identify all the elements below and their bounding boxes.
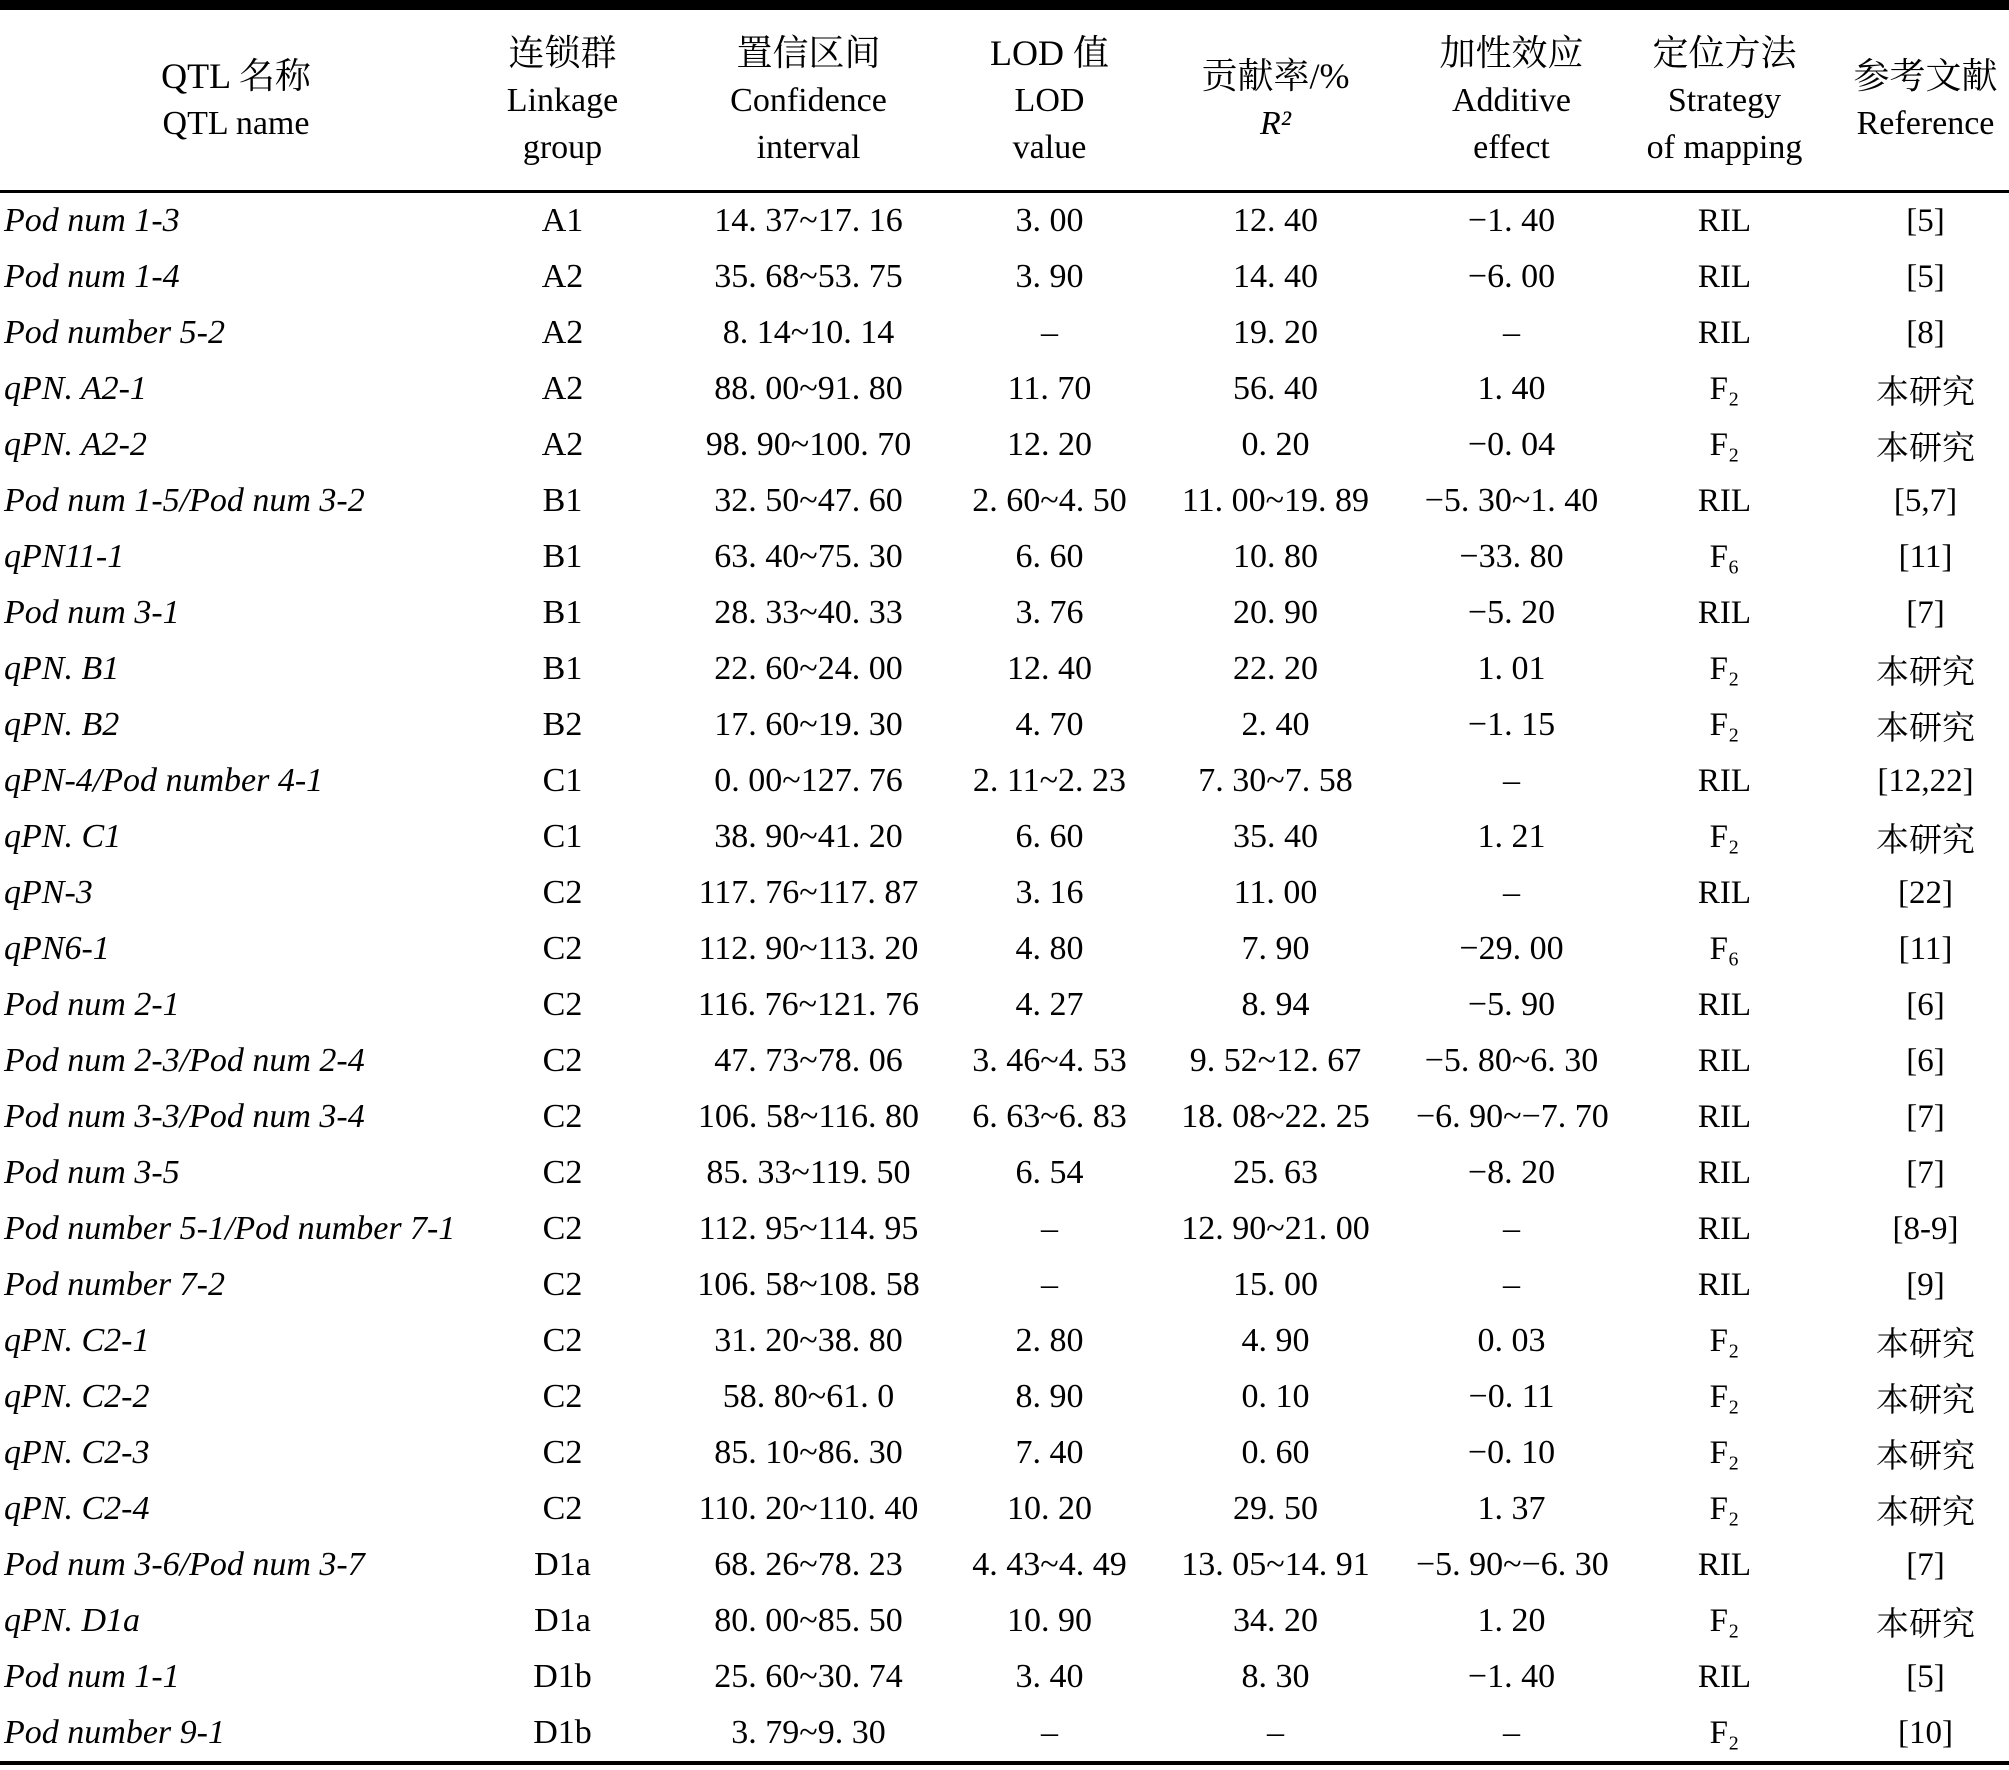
reference-cell: [5,7] [1893, 482, 1958, 519]
col-header-reference [1842, 5, 2009, 192]
additive-effect-cell: −8. 20 [1467, 1154, 1556, 1191]
header-line-en: group [522, 128, 603, 166]
col-header-linkage-group [472, 5, 653, 192]
lod-value-cell: 12. 40 [1007, 650, 1092, 687]
lod-value-cell: 2. 80 [1015, 1322, 1084, 1359]
r2-cell: 9. 52~12. 67 [1189, 1042, 1362, 1079]
table-row [0, 1369, 2009, 1425]
r2-cell: 34. 20 [1233, 1602, 1318, 1639]
additive-effect-cell: −0. 11 [1468, 1378, 1555, 1415]
r2-cell: 11. 00~19. 89 [1181, 482, 1370, 519]
reference-cell: [6] [1906, 986, 1945, 1023]
r2-cell: 10. 80 [1233, 538, 1318, 575]
qtl-name-cell: Pod number 7-2 [4, 1266, 225, 1303]
r2-cell: 25. 63 [1233, 1154, 1318, 1191]
mapping-strategy-cell: RIL [1697, 1154, 1752, 1191]
additive-effect-cell: 1. 40 [1477, 370, 1546, 407]
table-row [0, 1313, 2009, 1369]
qtl-name-cell: qPN. C2-2 [4, 1378, 150, 1415]
lod-value-cell: 6. 63~6. 83 [972, 1098, 1127, 1135]
reference-cell: [5] [1906, 202, 1945, 239]
additive-effect-cell: 1. 21 [1477, 818, 1546, 855]
lod-value-cell: 4. 27 [1015, 986, 1084, 1023]
additive-effect-cell: −5. 90 [1467, 986, 1556, 1023]
header-line-zh: 加性效应 [1439, 32, 1584, 73]
qtl-name-cell: Pod num 3-5 [4, 1154, 180, 1191]
header-row [0, 5, 2009, 192]
linkage-group-cell: A1 [541, 202, 584, 239]
table-header [0, 5, 2009, 192]
lod-value-cell: 3. 90 [1015, 258, 1084, 295]
linkage-group-cell: B2 [542, 706, 583, 743]
lod-value-cell: 10. 20 [1007, 1490, 1092, 1527]
table-row [0, 1705, 2009, 1763]
header-line-en: Additive [1452, 81, 1571, 119]
mapping-strategy-cell: RIL [1697, 314, 1752, 351]
reference-cell: [7] [1906, 1546, 1945, 1583]
lod-value-cell: 11. 70 [1007, 370, 1092, 407]
r2-cell: 8. 94 [1241, 986, 1310, 1023]
confidence-interval-cell: 28. 33~40. 33 [714, 594, 903, 631]
lod-value-cell: 6. 60 [1015, 818, 1084, 855]
confidence-interval-cell: 117. 76~117. 87 [698, 874, 919, 911]
r2-cell: 0. 20 [1241, 426, 1310, 463]
table-row [0, 192, 2009, 250]
linkage-group-cell: C1 [542, 762, 583, 799]
confidence-interval-cell: 31. 20~38. 80 [714, 1322, 903, 1359]
additive-effect-cell: −1. 40 [1467, 202, 1556, 239]
linkage-group-cell: D1b [533, 1714, 592, 1751]
col-header-mapping-strategy [1607, 5, 1842, 192]
qtl-name-cell: qPN. A2-1 [4, 370, 147, 407]
linkage-group-cell: C2 [542, 1042, 583, 1079]
reference-cell: 本研究 [1876, 822, 1975, 859]
reference-cell: [6] [1906, 1042, 1945, 1079]
qtl-name-cell: Pod num 1-4 [4, 258, 180, 295]
reference-cell: [8] [1906, 314, 1945, 351]
table-row [0, 1257, 2009, 1313]
header-line-zh: 参考文献 [1853, 56, 1998, 96]
mapping-strategy-cell: F₂ [1709, 370, 1740, 407]
confidence-interval-cell: 68. 26~78. 23 [714, 1546, 903, 1583]
mapping-strategy-cell: F₂ [1709, 650, 1740, 687]
lod-value-cell: 3. 40 [1015, 1658, 1084, 1695]
linkage-group-cell: A2 [541, 370, 584, 407]
table-row [0, 1089, 2009, 1145]
table-row [0, 585, 2009, 641]
reference-cell: [22] [1898, 874, 1953, 911]
confidence-interval-cell: 112. 90~113. 20 [698, 930, 919, 967]
confidence-interval-cell: 63. 40~75. 30 [714, 538, 903, 575]
table-row [0, 1649, 2009, 1705]
additive-effect-cell: −29. 00 [1459, 930, 1564, 967]
table-row [0, 1201, 2009, 1257]
lod-value-cell: 7. 40 [1015, 1434, 1084, 1471]
qtl-name-cell: qPN. B1 [4, 650, 120, 687]
header-line-en: Confidence [730, 81, 887, 119]
reference-cell: [12,22] [1877, 762, 1974, 799]
col-header-r2 [1135, 5, 1416, 192]
additive-effect-cell: – [1503, 1210, 1520, 1247]
linkage-group-cell: B1 [542, 594, 583, 631]
table-row [0, 977, 2009, 1033]
linkage-group-cell: C2 [542, 1154, 583, 1191]
r2-cell: 0. 60 [1241, 1434, 1310, 1471]
reference-cell: [5] [1906, 1658, 1945, 1695]
header-line-en: QTL name [162, 105, 310, 142]
reference-cell: 本研究 [1876, 430, 1975, 467]
additive-effect-cell: 1. 20 [1477, 1602, 1546, 1639]
reference-cell: [8-9] [1892, 1210, 1959, 1247]
confidence-interval-cell: 35. 68~53. 75 [714, 258, 903, 295]
r2-cell: 18. 08~22. 25 [1181, 1098, 1370, 1135]
qtl-name-cell: qPN. C2-1 [4, 1322, 150, 1359]
additive-effect-cell: −1. 40 [1467, 1658, 1556, 1695]
linkage-group-cell: C2 [542, 1322, 583, 1359]
mapping-strategy-cell: F₂ [1709, 426, 1740, 463]
r2-cell: 2. 40 [1241, 706, 1310, 743]
linkage-group-cell: C2 [542, 1490, 583, 1527]
table-row [0, 1481, 2009, 1537]
lod-value-cell: – [1041, 314, 1058, 351]
r2-cell: 11. 00 [1233, 874, 1318, 911]
qtl-name-cell: Pod num 3-1 [4, 594, 180, 631]
qtl-name-cell: Pod num 2-3/Pod num 2-4 [4, 1042, 365, 1079]
linkage-group-cell: D1b [533, 1658, 592, 1695]
confidence-interval-cell: 88. 00~91. 80 [714, 370, 903, 407]
lod-value-cell: 6. 54 [1015, 1154, 1084, 1191]
lod-value-cell: 2. 11~2. 23 [972, 762, 1127, 799]
reference-cell: 本研究 [1876, 1326, 1975, 1363]
header-line-zh: LOD 值 [990, 32, 1109, 73]
additive-effect-cell: −1. 15 [1467, 706, 1556, 743]
r2-cell: 13. 05~14. 91 [1181, 1546, 1370, 1583]
linkage-group-cell: C2 [542, 1266, 583, 1303]
table-row [0, 1537, 2009, 1593]
lod-value-cell: 3. 76 [1015, 594, 1084, 631]
reference-cell: [7] [1906, 1154, 1945, 1191]
header-line-en: LOD [1014, 81, 1085, 119]
confidence-interval-cell: 85. 33~119. 50 [706, 1154, 911, 1191]
mapping-strategy-cell: RIL [1697, 986, 1752, 1023]
confidence-interval-cell: 98. 90~100. 70 [705, 426, 912, 463]
r2-cell: 8. 30 [1241, 1658, 1310, 1695]
qtl-name-cell: Pod num 3-3/Pod num 3-4 [4, 1098, 365, 1135]
confidence-interval-cell: 22. 60~24. 00 [714, 650, 903, 687]
lod-value-cell: 4. 43~4. 49 [972, 1546, 1127, 1583]
mapping-strategy-cell: F₂ [1709, 818, 1740, 855]
qtl-name-cell: Pod number 5-1/Pod number 7-1 [4, 1210, 456, 1247]
qtl-name-cell: Pod num 2-1 [4, 986, 180, 1023]
table-row [0, 305, 2009, 361]
table-body [0, 192, 2009, 1764]
mapping-strategy-cell: RIL [1697, 1658, 1752, 1695]
additive-effect-cell: – [1503, 762, 1520, 799]
table-row [0, 809, 2009, 865]
linkage-group-cell: C2 [542, 986, 583, 1023]
mapping-strategy-cell: RIL [1697, 482, 1752, 519]
table-row [0, 473, 2009, 529]
lod-value-cell: – [1041, 1266, 1058, 1303]
mapping-strategy-cell: RIL [1697, 1042, 1752, 1079]
table-row [0, 697, 2009, 753]
mapping-strategy-cell: RIL [1697, 594, 1752, 631]
qtl-name-cell: qPN. C2-3 [4, 1434, 150, 1471]
table-row [0, 921, 2009, 977]
additive-effect-cell: −5. 30~1. 40 [1424, 482, 1599, 519]
mapping-strategy-cell: F₂ [1709, 1714, 1740, 1751]
r2-cell: 7. 30~7. 58 [1198, 762, 1353, 799]
table-row [0, 361, 2009, 417]
mapping-strategy-cell: RIL [1697, 874, 1752, 911]
additive-effect-cell: −5. 20 [1467, 594, 1556, 631]
lod-value-cell: 3. 00 [1015, 202, 1084, 239]
reference-cell: 本研究 [1876, 710, 1975, 747]
qtl-name-cell: qPN6-1 [4, 930, 110, 967]
additive-effect-cell: – [1503, 314, 1520, 351]
additive-effect-cell: −6. 00 [1467, 258, 1556, 295]
mapping-strategy-cell: RIL [1697, 202, 1752, 239]
confidence-interval-cell: 14. 37~17. 16 [714, 202, 903, 239]
reference-cell: 本研究 [1876, 654, 1975, 691]
header-line-zh: 定位方法 [1652, 32, 1797, 73]
lod-value-cell: 6. 60 [1015, 538, 1084, 575]
confidence-interval-cell: 8. 14~10. 14 [722, 314, 895, 351]
linkage-group-cell: C2 [542, 1378, 583, 1415]
linkage-group-cell: B1 [542, 650, 583, 687]
additive-effect-cell: – [1503, 1266, 1520, 1303]
linkage-group-cell: C2 [542, 930, 583, 967]
col-header-additive-effect [1416, 5, 1607, 192]
table-row [0, 249, 2009, 305]
lod-value-cell: 4. 80 [1015, 930, 1084, 967]
r2-cell: 12. 40 [1233, 202, 1318, 239]
qtl-name-cell: Pod number 9-1 [4, 1714, 225, 1751]
linkage-group-cell: C2 [542, 1434, 583, 1471]
additive-effect-cell: 0. 03 [1477, 1322, 1546, 1359]
qtl-name-cell: Pod num 1-1 [4, 1658, 180, 1695]
mapping-strategy-cell: F₂ [1709, 1378, 1740, 1415]
qtl-name-cell: qPN11-1 [4, 538, 125, 575]
lod-value-cell: 3. 46~4. 53 [972, 1042, 1127, 1079]
confidence-interval-cell: 85. 10~86. 30 [714, 1434, 903, 1471]
header-line-en: Reference [1856, 105, 1995, 142]
header-line-en: Linkage [506, 81, 619, 119]
linkage-group-cell: C2 [542, 1210, 583, 1247]
reference-cell: [5] [1906, 258, 1945, 295]
confidence-interval-cell: 47. 73~78. 06 [714, 1042, 903, 1079]
linkage-group-cell: D1a [534, 1602, 591, 1639]
r2-cell: 7. 90 [1241, 930, 1310, 967]
confidence-interval-cell: 0. 00~127. 76 [714, 762, 903, 799]
table-row [0, 753, 2009, 809]
mapping-strategy-cell: RIL [1697, 1546, 1752, 1583]
table-row [0, 865, 2009, 921]
header-line-en: effect [1473, 128, 1550, 166]
header-line-en: of mapping [1646, 128, 1803, 166]
linkage-group-cell: A2 [541, 426, 584, 463]
confidence-interval-cell: 17. 60~19. 30 [714, 706, 903, 743]
additive-effect-cell: −33. 80 [1459, 538, 1564, 575]
linkage-group-cell: D1a [534, 1546, 591, 1583]
confidence-interval-cell: 32. 50~47. 60 [714, 482, 903, 519]
additive-effect-cell: −0. 10 [1467, 1434, 1556, 1471]
col-header-qtl-name [0, 5, 472, 192]
linkage-group-cell: B1 [542, 538, 583, 575]
lod-value-cell: 3. 16 [1015, 874, 1084, 911]
r2-cell: 20. 90 [1233, 594, 1318, 631]
mapping-strategy-cell: RIL [1697, 762, 1752, 799]
linkage-group-cell: C2 [542, 874, 583, 911]
header-line-en: interval [756, 128, 861, 166]
r2-cell: 15. 00 [1233, 1266, 1318, 1303]
r2-cell: 19. 20 [1233, 314, 1318, 351]
header-line-en: value [1012, 128, 1087, 166]
linkage-group-cell: C1 [542, 818, 583, 855]
r2-cell: 12. 90~21. 00 [1181, 1210, 1370, 1247]
reference-cell: 本研究 [1876, 1438, 1975, 1475]
confidence-interval-cell: 80. 00~85. 50 [714, 1602, 903, 1639]
r2-cell: 22. 20 [1233, 650, 1318, 687]
qtl-name-cell: qPN. D1a [4, 1602, 140, 1639]
additive-effect-cell: −0. 04 [1467, 426, 1556, 463]
qtl-name-cell: Pod num 1-5/Pod num 3-2 [4, 482, 365, 519]
lod-value-cell: 10. 90 [1007, 1602, 1092, 1639]
table-row [0, 1033, 2009, 1089]
r2-cell: 56. 40 [1233, 370, 1318, 407]
mapping-strategy-cell: F₂ [1709, 1434, 1740, 1471]
reference-cell: [7] [1906, 1098, 1945, 1135]
lod-value-cell: 12. 20 [1007, 426, 1092, 463]
mapping-strategy-cell: RIL [1697, 1266, 1752, 1303]
header-line-zh: 连锁群 [508, 32, 617, 73]
col-header-confidence-interval [653, 5, 964, 192]
qtl-name-cell: Pod number 5-2 [4, 314, 225, 351]
qtl-name-cell: qPN-4/Pod number 4-1 [4, 762, 324, 799]
lod-value-cell: – [1041, 1714, 1058, 1751]
table-row [0, 1425, 2009, 1481]
mapping-strategy-cell: F₂ [1709, 1322, 1740, 1359]
confidence-interval-cell: 110. 20~110. 40 [698, 1490, 919, 1527]
lod-value-cell: 8. 90 [1015, 1378, 1084, 1415]
lod-value-cell: 4. 70 [1015, 706, 1084, 743]
lod-value-cell: 2. 60~4. 50 [972, 482, 1127, 519]
mapping-strategy-cell: RIL [1697, 258, 1752, 295]
confidence-interval-cell: 116. 76~121. 76 [697, 986, 920, 1023]
mapping-strategy-cell: F₂ [1709, 706, 1740, 743]
linkage-group-cell: C2 [542, 1098, 583, 1135]
reference-cell: [10] [1898, 1714, 1953, 1751]
qtl-name-cell: Pod num 1-3 [4, 202, 180, 239]
qtl-name-cell: qPN-3 [4, 874, 93, 911]
linkage-group-cell: A2 [541, 258, 584, 295]
r2-cell: 35. 40 [1233, 818, 1318, 855]
additive-effect-cell: −5. 90~−6. 30 [1416, 1546, 1609, 1583]
reference-cell: [11] [1898, 930, 1953, 967]
confidence-interval-cell: 3. 79~9. 30 [731, 1714, 886, 1751]
confidence-interval-cell: 106. 58~108. 58 [697, 1266, 920, 1303]
confidence-interval-cell: 38. 90~41. 20 [714, 818, 903, 855]
confidence-interval-cell: 112. 95~114. 95 [698, 1210, 919, 1247]
table-row [0, 417, 2009, 473]
table-row [0, 1145, 2009, 1201]
header-line-zh: 贡献率/% [1201, 56, 1350, 96]
additive-effect-cell: – [1503, 1714, 1520, 1751]
qtl-name-cell: qPN. A2-2 [4, 426, 147, 463]
reference-cell: 本研究 [1876, 374, 1975, 411]
col-header-lod-value [964, 5, 1135, 192]
r2-cell: 0. 10 [1241, 1378, 1310, 1415]
additive-effect-cell: −6. 90~−7. 70 [1416, 1098, 1609, 1135]
qtl-name-cell: qPN. B2 [4, 706, 120, 743]
qtl-name-cell: qPN. C1 [4, 818, 122, 855]
reference-cell: [7] [1906, 594, 1945, 631]
r2-cell: – [1267, 1714, 1284, 1751]
linkage-group-cell: A2 [541, 314, 584, 351]
reference-cell: [11] [1898, 538, 1953, 575]
mapping-strategy-cell: F₆ [1709, 930, 1740, 967]
mapping-strategy-cell: RIL [1697, 1210, 1752, 1247]
linkage-group-cell: B1 [542, 482, 583, 519]
additive-effect-cell: 1. 01 [1477, 650, 1546, 687]
confidence-interval-cell: 106. 58~116. 80 [697, 1098, 920, 1135]
header-line-zh: QTL 名称 [161, 56, 311, 96]
confidence-interval-cell: 58. 80~61. 0 [722, 1378, 895, 1415]
reference-cell: 本研究 [1876, 1606, 1975, 1643]
reference-cell: [9] [1906, 1266, 1945, 1303]
confidence-interval-cell: 25. 60~30. 74 [714, 1658, 903, 1695]
table-row [0, 641, 2009, 697]
reference-cell: 本研究 [1876, 1382, 1975, 1419]
header-line-zh: 置信区间 [736, 32, 881, 73]
reference-cell: 本研究 [1876, 1494, 1975, 1531]
r2-cell: 14. 40 [1233, 258, 1318, 295]
lod-value-cell: – [1041, 1210, 1058, 1247]
mapping-strategy-cell: F₂ [1709, 1490, 1740, 1527]
additive-effect-cell: −5. 80~6. 30 [1424, 1042, 1599, 1079]
header-line-en: R² [1260, 105, 1291, 142]
mapping-strategy-cell: F₆ [1709, 538, 1740, 575]
mapping-strategy-cell: F₂ [1709, 1602, 1740, 1639]
qtl-name-cell: qPN. C2-4 [4, 1490, 150, 1527]
qtl-name-cell: Pod num 3-6/Pod num 3-7 [4, 1546, 365, 1583]
mapping-strategy-cell: RIL [1697, 1098, 1752, 1135]
r2-cell: 29. 50 [1233, 1490, 1318, 1527]
additive-effect-cell: 1. 37 [1477, 1490, 1546, 1527]
table-row [0, 529, 2009, 585]
header-line-en: Strategy [1667, 81, 1782, 119]
r2-cell: 4. 90 [1241, 1322, 1310, 1359]
table-row [0, 1593, 2009, 1649]
additive-effect-cell: – [1503, 874, 1520, 911]
